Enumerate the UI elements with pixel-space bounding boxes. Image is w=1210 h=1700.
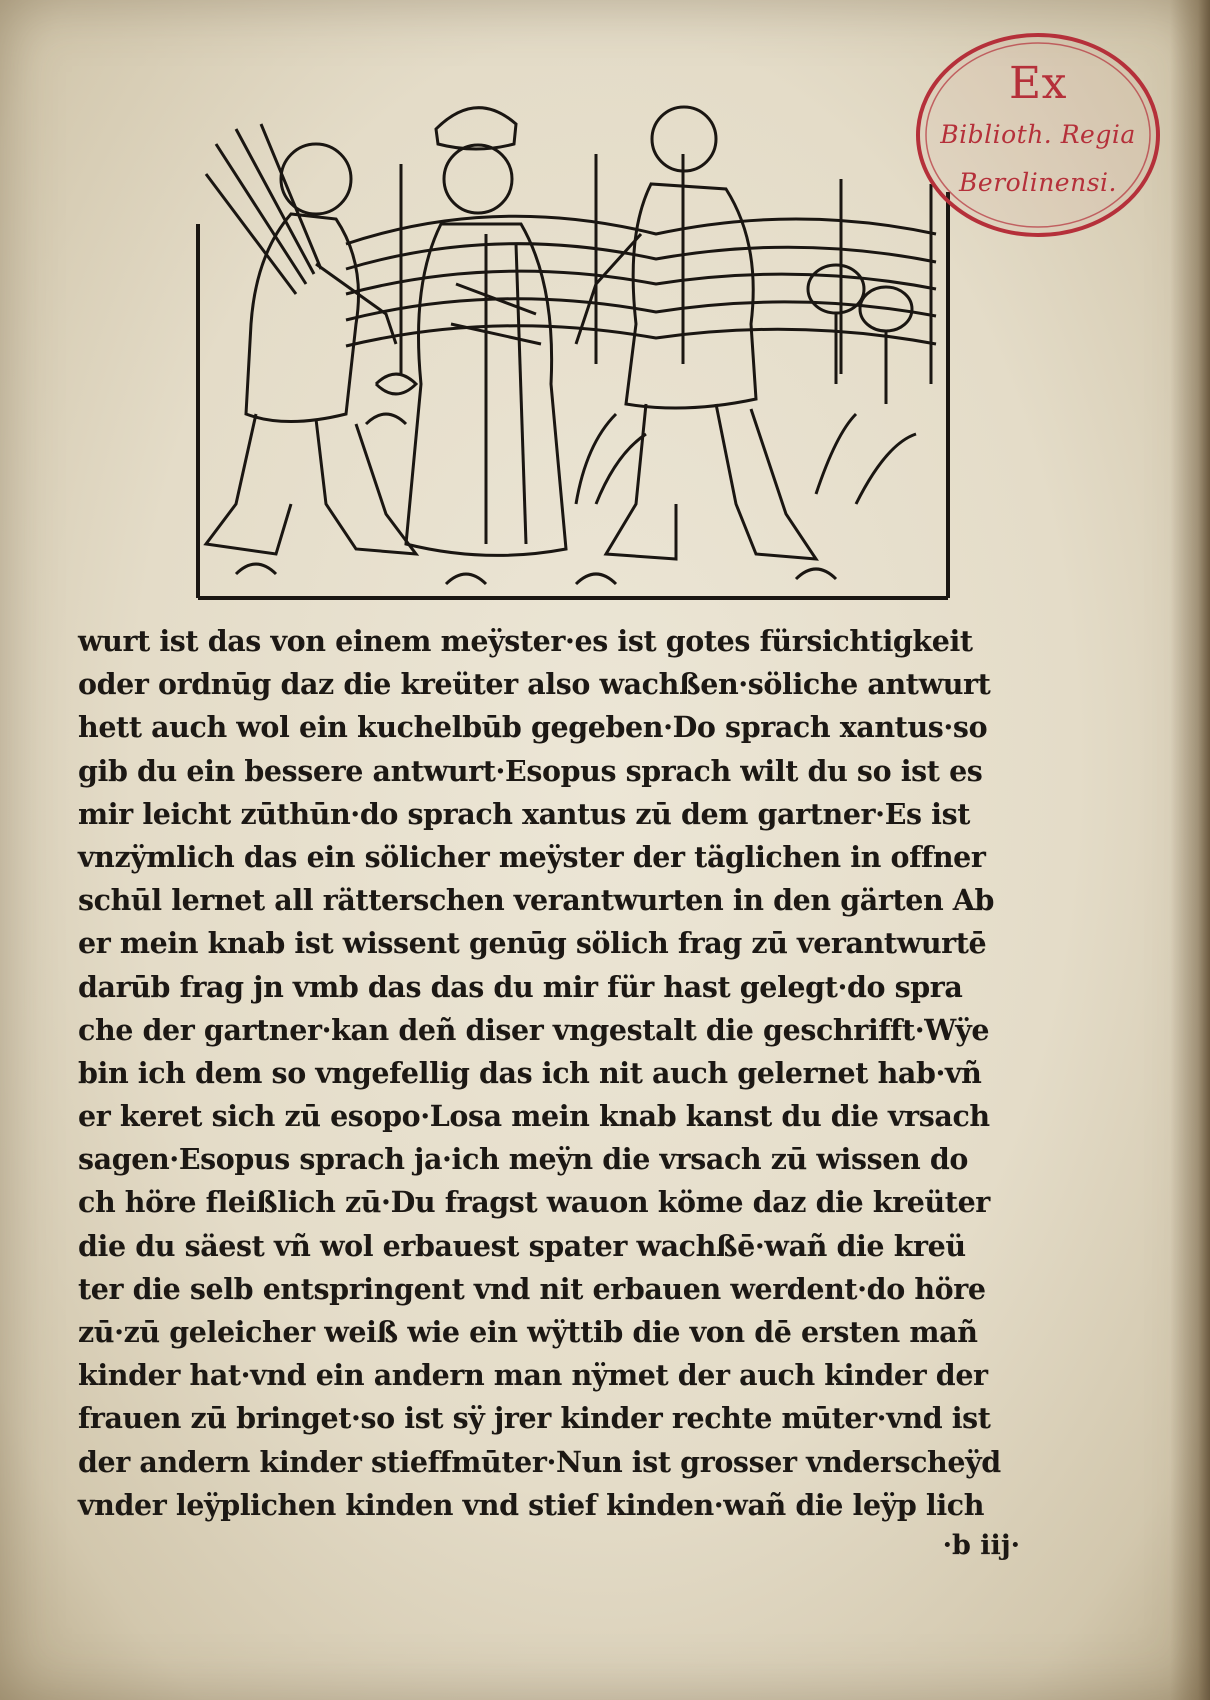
text-line: er keret sich zū esopo·Losa mein knab kanst du die vrsach — [78, 1099, 990, 1134]
text-line: vnder leÿplichen kinden vnd stief kinden·wañ die leÿp lich — [78, 1487, 985, 1522]
text-line: schūl lernet all rätterschen verantwurten in den gärten Ab — [78, 883, 995, 918]
woodcut-illustration — [196, 84, 952, 604]
text-line: vnzÿmlich das ein sölicher meÿster der täglichen in offner — [78, 839, 986, 874]
signature-mark: ·b iij· — [942, 1530, 1020, 1561]
stamp-line-city: Berolinensi. — [959, 168, 1117, 197]
text-line: hett auch wol ein kuchelbūb gegeben·Do sprach xantus·so — [78, 710, 988, 745]
text-line: der andern kinder stieffmūter·Nun ist grosser vnderscheÿd — [78, 1444, 1001, 1479]
text-line: die du säest vñ wol erbauest spater wachßē·wañ die kreü — [78, 1228, 966, 1263]
text-line: wurt ist das von einem meÿster·es ist gotes fürsichtigkeit — [78, 624, 973, 658]
text-line: zū·zū geleicher weiß wie ein wÿttib die von dē ersten mañ — [78, 1315, 978, 1349]
text-line: che der gartner·kan deñ diser vngestalt die geschrifft·Wÿe — [78, 1012, 990, 1047]
text-block — [78, 620, 1058, 1527]
text-line: ter die selb entspringent vnd nit erbauen werdent·do höre — [78, 1271, 986, 1306]
wattle-fence — [346, 154, 936, 384]
text-line: gib du ein bessere antwurt·Esopus sprach wilt du so ist es — [78, 753, 983, 788]
text-line: ch höre fleißlich zū·Du fragst wauon köme daz die kreüter — [78, 1185, 990, 1220]
woodcut-frame — [198, 192, 948, 598]
text-line: frauen zū bringet·so ist sÿ jrer kinder rechte mūter·vnd ist — [78, 1401, 991, 1436]
text-line: kinder hat·vnd ein andern man nÿmet der auch kinder der — [78, 1358, 988, 1393]
library-stamp — [912, 28, 1164, 242]
text-line: oder ordnūg daz die kreüter also wachßen·söliche antwurt — [78, 667, 991, 702]
text-line: mir leicht zūthūn·do sprach xantus zū dem gartner·Es ist — [78, 796, 971, 831]
text-line: darūb frag jn vmb das das du mir für hast gelegt·do spra — [78, 969, 963, 1004]
page-edge-shadow — [1170, 0, 1210, 1700]
stamp-line-ex: Ex — [1009, 58, 1067, 109]
stamp-line-library: Biblioth. Regia — [940, 120, 1136, 149]
text-line: sagen·Esopus sprach ja·ich meÿn die vrsach zū wissen do — [78, 1142, 968, 1177]
text-line: er mein knab ist wissent genūg sölich frag zū verantwurtē — [78, 926, 987, 961]
garden-plants — [236, 265, 916, 584]
text-line: bin ich dem so vngefellig das ich nit auch gelernet hab·vñ — [78, 1055, 982, 1090]
